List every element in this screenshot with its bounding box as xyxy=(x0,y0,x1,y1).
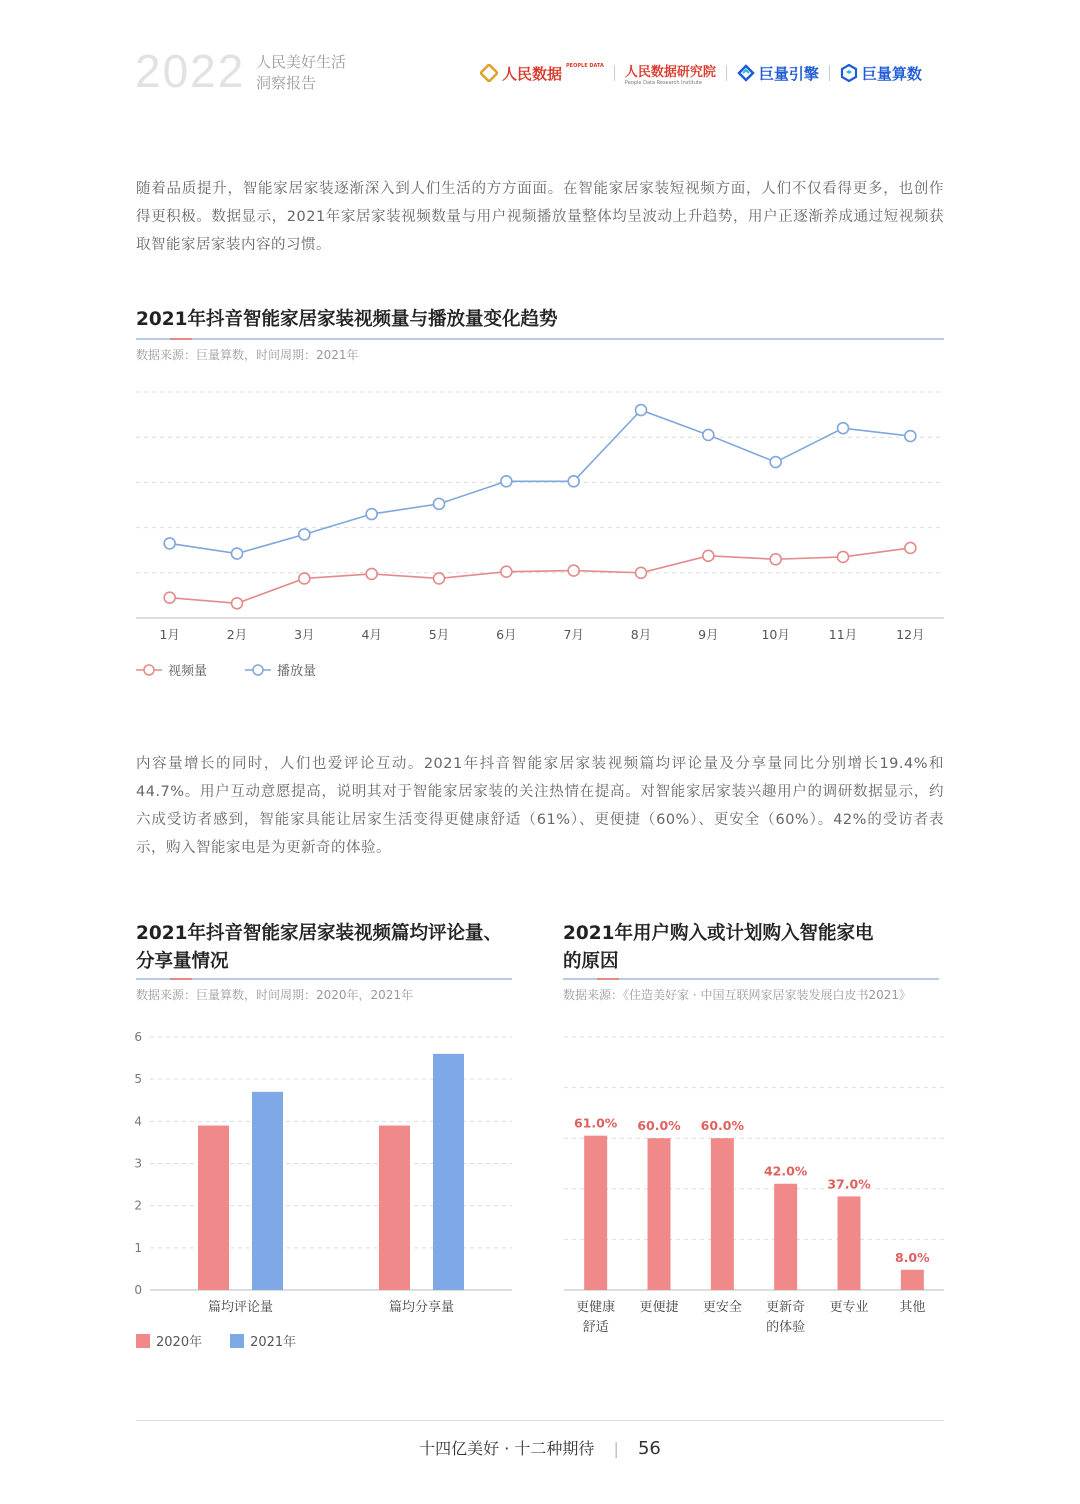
data-point-video xyxy=(905,542,916,553)
logo-separator xyxy=(614,65,615,81)
chart1-title-accent xyxy=(170,338,192,340)
intro-paragraph: 随着品质提升，智能家居家装逐渐深入到人们生活的方方面面。在智能家居家装短视频方面，人们不仅看得更多，也创作得更积极。数据显示，2021年家居家装视频数量与用户视频播放量整体均呈波动上升趋势，用户正逐渐养成通过短视频获取智能家居家装内容的习惯。 xyxy=(136,181,944,253)
x-tick-label: 12月 xyxy=(896,627,925,642)
bar-2020 xyxy=(198,1126,229,1290)
y-tick-label: 6 xyxy=(134,1030,142,1044)
x-tick-label: 其他 xyxy=(899,1300,926,1315)
data-point-video xyxy=(703,550,714,561)
bar-2021 xyxy=(433,1054,464,1290)
chart2-title-rule xyxy=(136,978,512,980)
data-point-video xyxy=(568,565,579,576)
data-label: 60.0% xyxy=(700,1118,745,1134)
chart2-title-line-2: 分享量情况 xyxy=(136,951,229,972)
partner-logos xyxy=(480,58,922,88)
chart3-title-line-2: 的原因 xyxy=(563,951,619,972)
people-data-logo-icon xyxy=(480,64,498,82)
bar-chart-purchase-reasons xyxy=(560,1025,950,1345)
x-tick-label: 1月 xyxy=(159,627,180,642)
legend-label-play: 播放量 xyxy=(277,664,317,679)
report-subtitle xyxy=(256,52,346,94)
oceanengine-logo-icon xyxy=(737,64,755,82)
data-point-video xyxy=(164,592,175,603)
x-tick-label: 更健康舒适 xyxy=(576,1300,616,1335)
footer-separator: | xyxy=(613,1439,619,1458)
chart3-title-accent xyxy=(597,978,619,980)
data-point-play xyxy=(501,476,512,487)
x-tick-label: 更新奇的体验 xyxy=(766,1300,806,1335)
data-label: 8.0% xyxy=(894,1249,930,1265)
bar-reason xyxy=(838,1196,861,1290)
data-point-play xyxy=(838,423,849,434)
data-point-video xyxy=(232,598,243,609)
logo-suanshu xyxy=(840,63,922,84)
bar-2020 xyxy=(379,1126,410,1290)
chart2-title-line-1: 2021年抖音智能家居家装视频篇均评论量、 xyxy=(136,923,502,944)
data-point-play xyxy=(164,538,175,549)
bar-2021 xyxy=(252,1092,283,1290)
legend-item-play xyxy=(245,660,316,679)
legend-swatch-2021 xyxy=(230,1334,244,1348)
x-tick-label: 5月 xyxy=(428,627,450,642)
page-number: 56 xyxy=(637,1438,661,1459)
x-tick-label: 更专业 xyxy=(829,1300,869,1315)
chart1-legend xyxy=(136,660,316,679)
logo-institute-small: People Data Research Institute xyxy=(624,79,702,86)
data-point-play xyxy=(770,457,781,468)
x-tick-label: 3月 xyxy=(294,627,315,642)
data-point-play xyxy=(703,429,714,440)
report-year: 2022 xyxy=(135,45,246,97)
subtitle-line-2: 洞察报告 xyxy=(256,74,317,92)
logo-oceanengine xyxy=(737,63,819,84)
x-tick-label: 篇均评论量 xyxy=(207,1300,274,1315)
chart2-header xyxy=(136,920,512,1003)
data-point-video xyxy=(299,573,310,584)
bar-chart-comment-share xyxy=(126,1025,522,1320)
legend-line-marker-icon xyxy=(136,664,162,676)
data-point-play xyxy=(636,405,647,416)
x-tick-label: 更便捷 xyxy=(639,1300,679,1315)
legend-label-video: 视频量 xyxy=(168,664,208,679)
data-point-play xyxy=(434,498,445,509)
chart3-header xyxy=(563,920,939,1003)
chart2-title-accent xyxy=(170,978,192,980)
data-label: 37.0% xyxy=(827,1176,871,1192)
data-point-video xyxy=(434,573,445,584)
chart3-title-line-1: 2021年用户购入或计划购入智能家电 xyxy=(563,923,874,944)
logo-people-data xyxy=(480,63,604,84)
x-tick-label: 11月 xyxy=(828,627,858,642)
bar-reason xyxy=(711,1138,734,1290)
y-tick-label: 5 xyxy=(134,1072,142,1087)
data-point-video xyxy=(366,568,377,579)
chart2-legend xyxy=(136,1331,296,1350)
data-label: 42.0% xyxy=(763,1163,808,1179)
x-tick-label: 6月 xyxy=(496,627,517,642)
chart1-title: 2021年抖音智能家居家装视频量与播放量变化趋势 xyxy=(136,309,558,330)
footer-rule xyxy=(136,1420,944,1421)
suanshu-logo-icon xyxy=(840,64,858,82)
data-point-video xyxy=(501,566,512,577)
y-tick-label: 1 xyxy=(134,1240,142,1255)
chart1-header xyxy=(136,306,944,363)
x-tick-label: 2月 xyxy=(226,627,248,642)
legend-label-2021: 2021年 xyxy=(250,1335,297,1350)
data-point-video xyxy=(770,554,781,565)
x-tick-label: 8月 xyxy=(630,627,652,642)
data-point-play xyxy=(568,476,579,487)
data-label: 61.0% xyxy=(573,1115,618,1131)
data-point-video xyxy=(838,551,849,562)
data-point-video xyxy=(636,567,647,578)
y-tick-label: 4 xyxy=(134,1114,142,1129)
logo-institute-name: 人民数据研究院 xyxy=(624,64,716,80)
footer-text: 十四亿美好 · 十二种期待 xyxy=(419,1439,595,1458)
logo-people-data-small: PEOPLE DATA xyxy=(566,62,604,69)
chart3-title-rule xyxy=(563,978,939,980)
x-tick-label: 更安全 xyxy=(702,1300,742,1315)
subtitle-line-1: 人民美好生活 xyxy=(256,53,347,71)
legend-item-2021 xyxy=(230,1331,296,1350)
y-tick-label: 3 xyxy=(134,1156,142,1171)
chart2-source: 数据来源：巨量算数，时间周期：2020年，2021年 xyxy=(136,988,414,1002)
y-tick-label: 0 xyxy=(134,1283,142,1297)
chart1-title-rule xyxy=(136,338,944,340)
logo-people-data-institute xyxy=(625,61,716,86)
legend-item-video xyxy=(136,660,207,679)
data-point-play xyxy=(905,431,916,442)
legend-label-2020: 2020年 xyxy=(156,1335,203,1350)
x-tick-label: 7月 xyxy=(563,627,584,642)
series-line-video xyxy=(170,548,911,603)
x-tick-label: 篇均分享量 xyxy=(388,1300,455,1315)
data-label: 60.0% xyxy=(637,1118,681,1134)
data-point-play xyxy=(366,509,377,520)
series-line-play xyxy=(170,410,911,554)
bar-reason xyxy=(648,1138,671,1290)
y-tick-label: 2 xyxy=(134,1198,142,1213)
footer xyxy=(0,1436,1080,1459)
bar-reason xyxy=(774,1184,797,1290)
bar-reason xyxy=(584,1136,607,1290)
legend-swatch-2020 xyxy=(136,1334,150,1348)
chart1-source: 数据来源：巨量算数，时间周期：2021年 xyxy=(136,348,359,362)
bar-reason xyxy=(901,1270,924,1290)
logo-suanshu-name: 巨量算数 xyxy=(861,64,922,83)
legend-item-2020 xyxy=(136,1331,202,1350)
logo-separator xyxy=(726,65,727,81)
logo-separator xyxy=(829,65,830,81)
data-point-play xyxy=(299,529,310,540)
data-point-play xyxy=(232,548,243,559)
line-chart-video-play xyxy=(120,380,960,670)
x-tick-label: 10月 xyxy=(761,627,790,642)
interaction-paragraph: 内容量增长的同时，人们也爱评论互动。2021年抖音智能家居家装视频篇均评论量及分享量同比分别增长19.4%和44.7%。用户互动意愿提高，说明其对于智能家居家装的关注热情在提高。对智能家居家装兴趣用户的调研数据显示，约六成受访者感到，智能家具能让居家生活变得更健康舒适（61%）、更便捷（60%）、更安全（60%）。42%的受访者表示，购入智能家电是为更新奇的体验。 xyxy=(136,756,944,856)
chart3-source: 数据来源：《住造美好家 · 中国互联网家居家装发展白皮书2021》 xyxy=(563,988,911,1002)
logo-oceanengine-name: 巨量引擎 xyxy=(758,64,819,83)
x-tick-label: 9月 xyxy=(698,627,719,642)
logo-people-data-name: 人民数据 xyxy=(502,64,563,83)
x-tick-label: 4月 xyxy=(361,627,382,642)
legend-line-marker-icon xyxy=(245,664,271,676)
